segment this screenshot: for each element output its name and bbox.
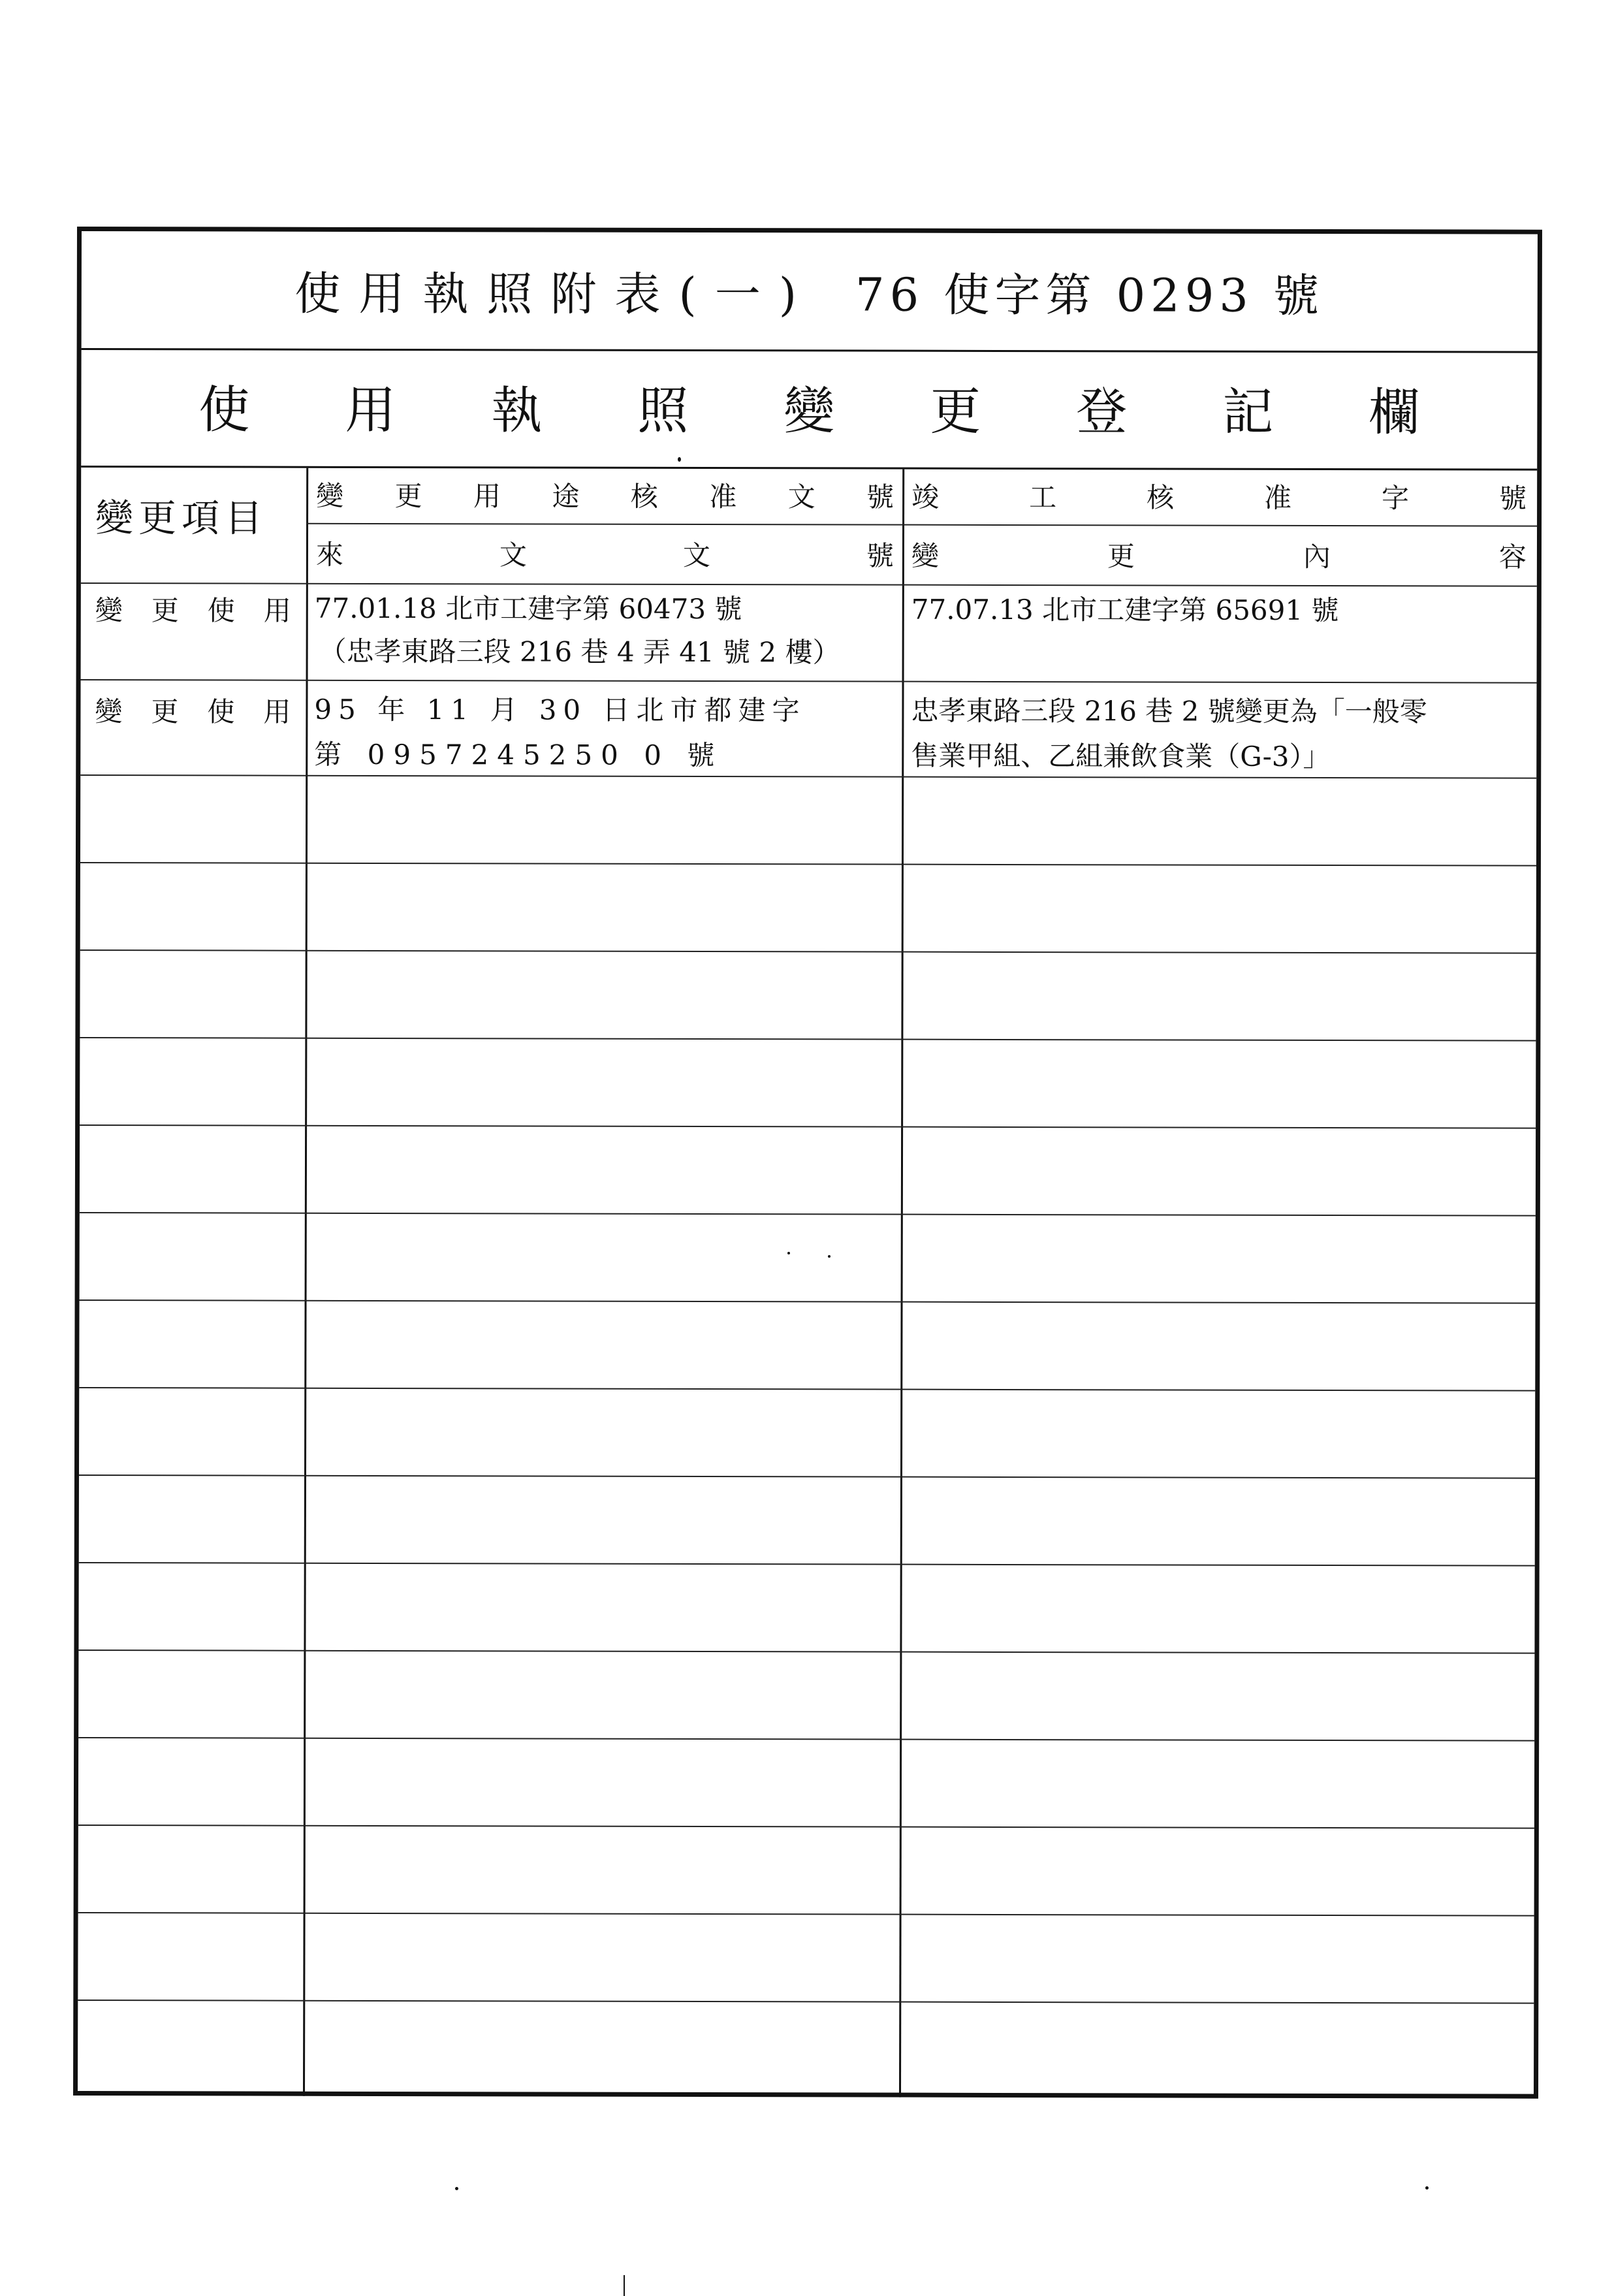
row-divider <box>79 1562 1535 1567</box>
section-title-char: 用 <box>345 381 396 441</box>
row-divider <box>78 2000 1534 2004</box>
item-char: 用 <box>263 695 291 728</box>
header-char: 號 <box>866 539 894 572</box>
change-register-grid <box>78 468 1537 2099</box>
item-char: 更 <box>151 695 179 728</box>
header-char: 變 <box>911 539 940 572</box>
permit-number: 76 使字第 0293 號 <box>855 268 1325 323</box>
item-char: 變 <box>95 695 123 728</box>
header-change-content <box>911 534 1527 581</box>
row-divider <box>80 862 1536 867</box>
column-divider <box>303 468 308 2096</box>
header-char: 容 <box>1498 541 1527 573</box>
header-char: 核 <box>630 480 658 513</box>
section-title-char: 使 <box>198 381 250 440</box>
row-divider <box>78 1825 1534 1829</box>
scan-speck <box>678 457 681 462</box>
row-2-change-item <box>95 693 291 731</box>
row-2-doc-line-2: 第 0957245250 0 號 <box>314 738 723 772</box>
header-char: 途 <box>552 480 580 513</box>
row-divider <box>79 1475 1535 1479</box>
header-char: 號 <box>866 481 894 513</box>
section-title-char: 記 <box>1222 383 1274 442</box>
header-char: 准 <box>1264 482 1292 515</box>
header-char: 准 <box>709 481 737 513</box>
section-title-char: 照 <box>637 381 689 441</box>
section-title-row <box>81 350 1537 471</box>
document-title-row <box>82 231 1538 353</box>
header-inner-divider <box>306 523 1537 527</box>
header-incoming-doc-no <box>316 532 894 579</box>
row-divider <box>81 679 1537 684</box>
header-char: 文 <box>682 539 710 572</box>
header-char: 更 <box>394 480 422 513</box>
header-char: 文 <box>787 481 815 513</box>
row-divider <box>80 949 1536 954</box>
usage-permit-change-table <box>73 227 1542 2099</box>
header-char: 號 <box>1499 482 1527 515</box>
row-divider <box>78 1650 1534 1654</box>
section-title-char: 欄 <box>1369 383 1420 443</box>
section-title-char: 執 <box>491 381 543 441</box>
scan-speck <box>828 1255 831 1258</box>
item-char: 用 <box>263 594 291 627</box>
header-char: 文 <box>499 539 527 571</box>
row-1-doc-line-2: （忠孝東路三段 216 巷 4 弄 41 號 2 樓） <box>319 635 840 669</box>
row-1-change-item <box>95 592 291 630</box>
header-char: 變 <box>316 479 344 513</box>
scan-speck <box>455 2187 458 2190</box>
header-char: 來 <box>315 538 344 571</box>
header-char: 用 <box>473 480 501 513</box>
row-divider <box>80 1212 1536 1217</box>
header-char: 更 <box>1107 540 1135 573</box>
row-divider <box>78 1737 1534 1742</box>
row-1-doc-line-1: 77.01.18 北市工建字第 60473 號 <box>314 592 742 626</box>
row-2-content-line-2: 售業甲組、乙組兼飲食業（G-3）」 <box>911 739 1331 773</box>
column-divider <box>899 470 904 2097</box>
section-title-char: 變 <box>783 382 835 441</box>
header-completion-approval-no <box>911 475 1527 522</box>
header-bottom-divider <box>81 582 1537 587</box>
item-char: 變 <box>95 594 123 627</box>
item-char: 使 <box>207 695 235 728</box>
scan-mark <box>624 2275 625 2296</box>
header-change-item: 變更項目 <box>95 496 268 541</box>
section-title <box>198 370 1419 444</box>
item-char: 更 <box>151 594 179 627</box>
row-divider <box>78 1912 1534 1917</box>
header-approval-doc-no <box>316 473 894 520</box>
header-char: 內 <box>1303 541 1331 573</box>
row-1-content-line-1: 77.07.13 北市工建字第 65691 號 <box>911 593 1339 627</box>
item-char: 使 <box>207 594 235 627</box>
header-char: 竣 <box>911 481 940 513</box>
header-char: 核 <box>1147 481 1175 514</box>
row-divider <box>80 1299 1536 1304</box>
row-2-doc-line-1: 95 年 11 月 30 日北市都建字 <box>314 693 806 727</box>
row-divider <box>79 1387 1535 1392</box>
scan-speck <box>787 1252 790 1254</box>
scan-speck <box>1425 2186 1429 2190</box>
header-char: 工 <box>1029 481 1057 514</box>
row-divider <box>80 1124 1536 1129</box>
section-title-char: 登 <box>1076 383 1128 442</box>
row-divider <box>80 1037 1536 1042</box>
row-2-content-line-1: 忠孝東路三段 216 巷 2 號變更為「一般零 <box>911 694 1427 728</box>
header-char: 字 <box>1382 482 1410 515</box>
section-title-char: 更 <box>930 382 981 441</box>
document-title: 使用執照附表(一) <box>294 266 815 322</box>
